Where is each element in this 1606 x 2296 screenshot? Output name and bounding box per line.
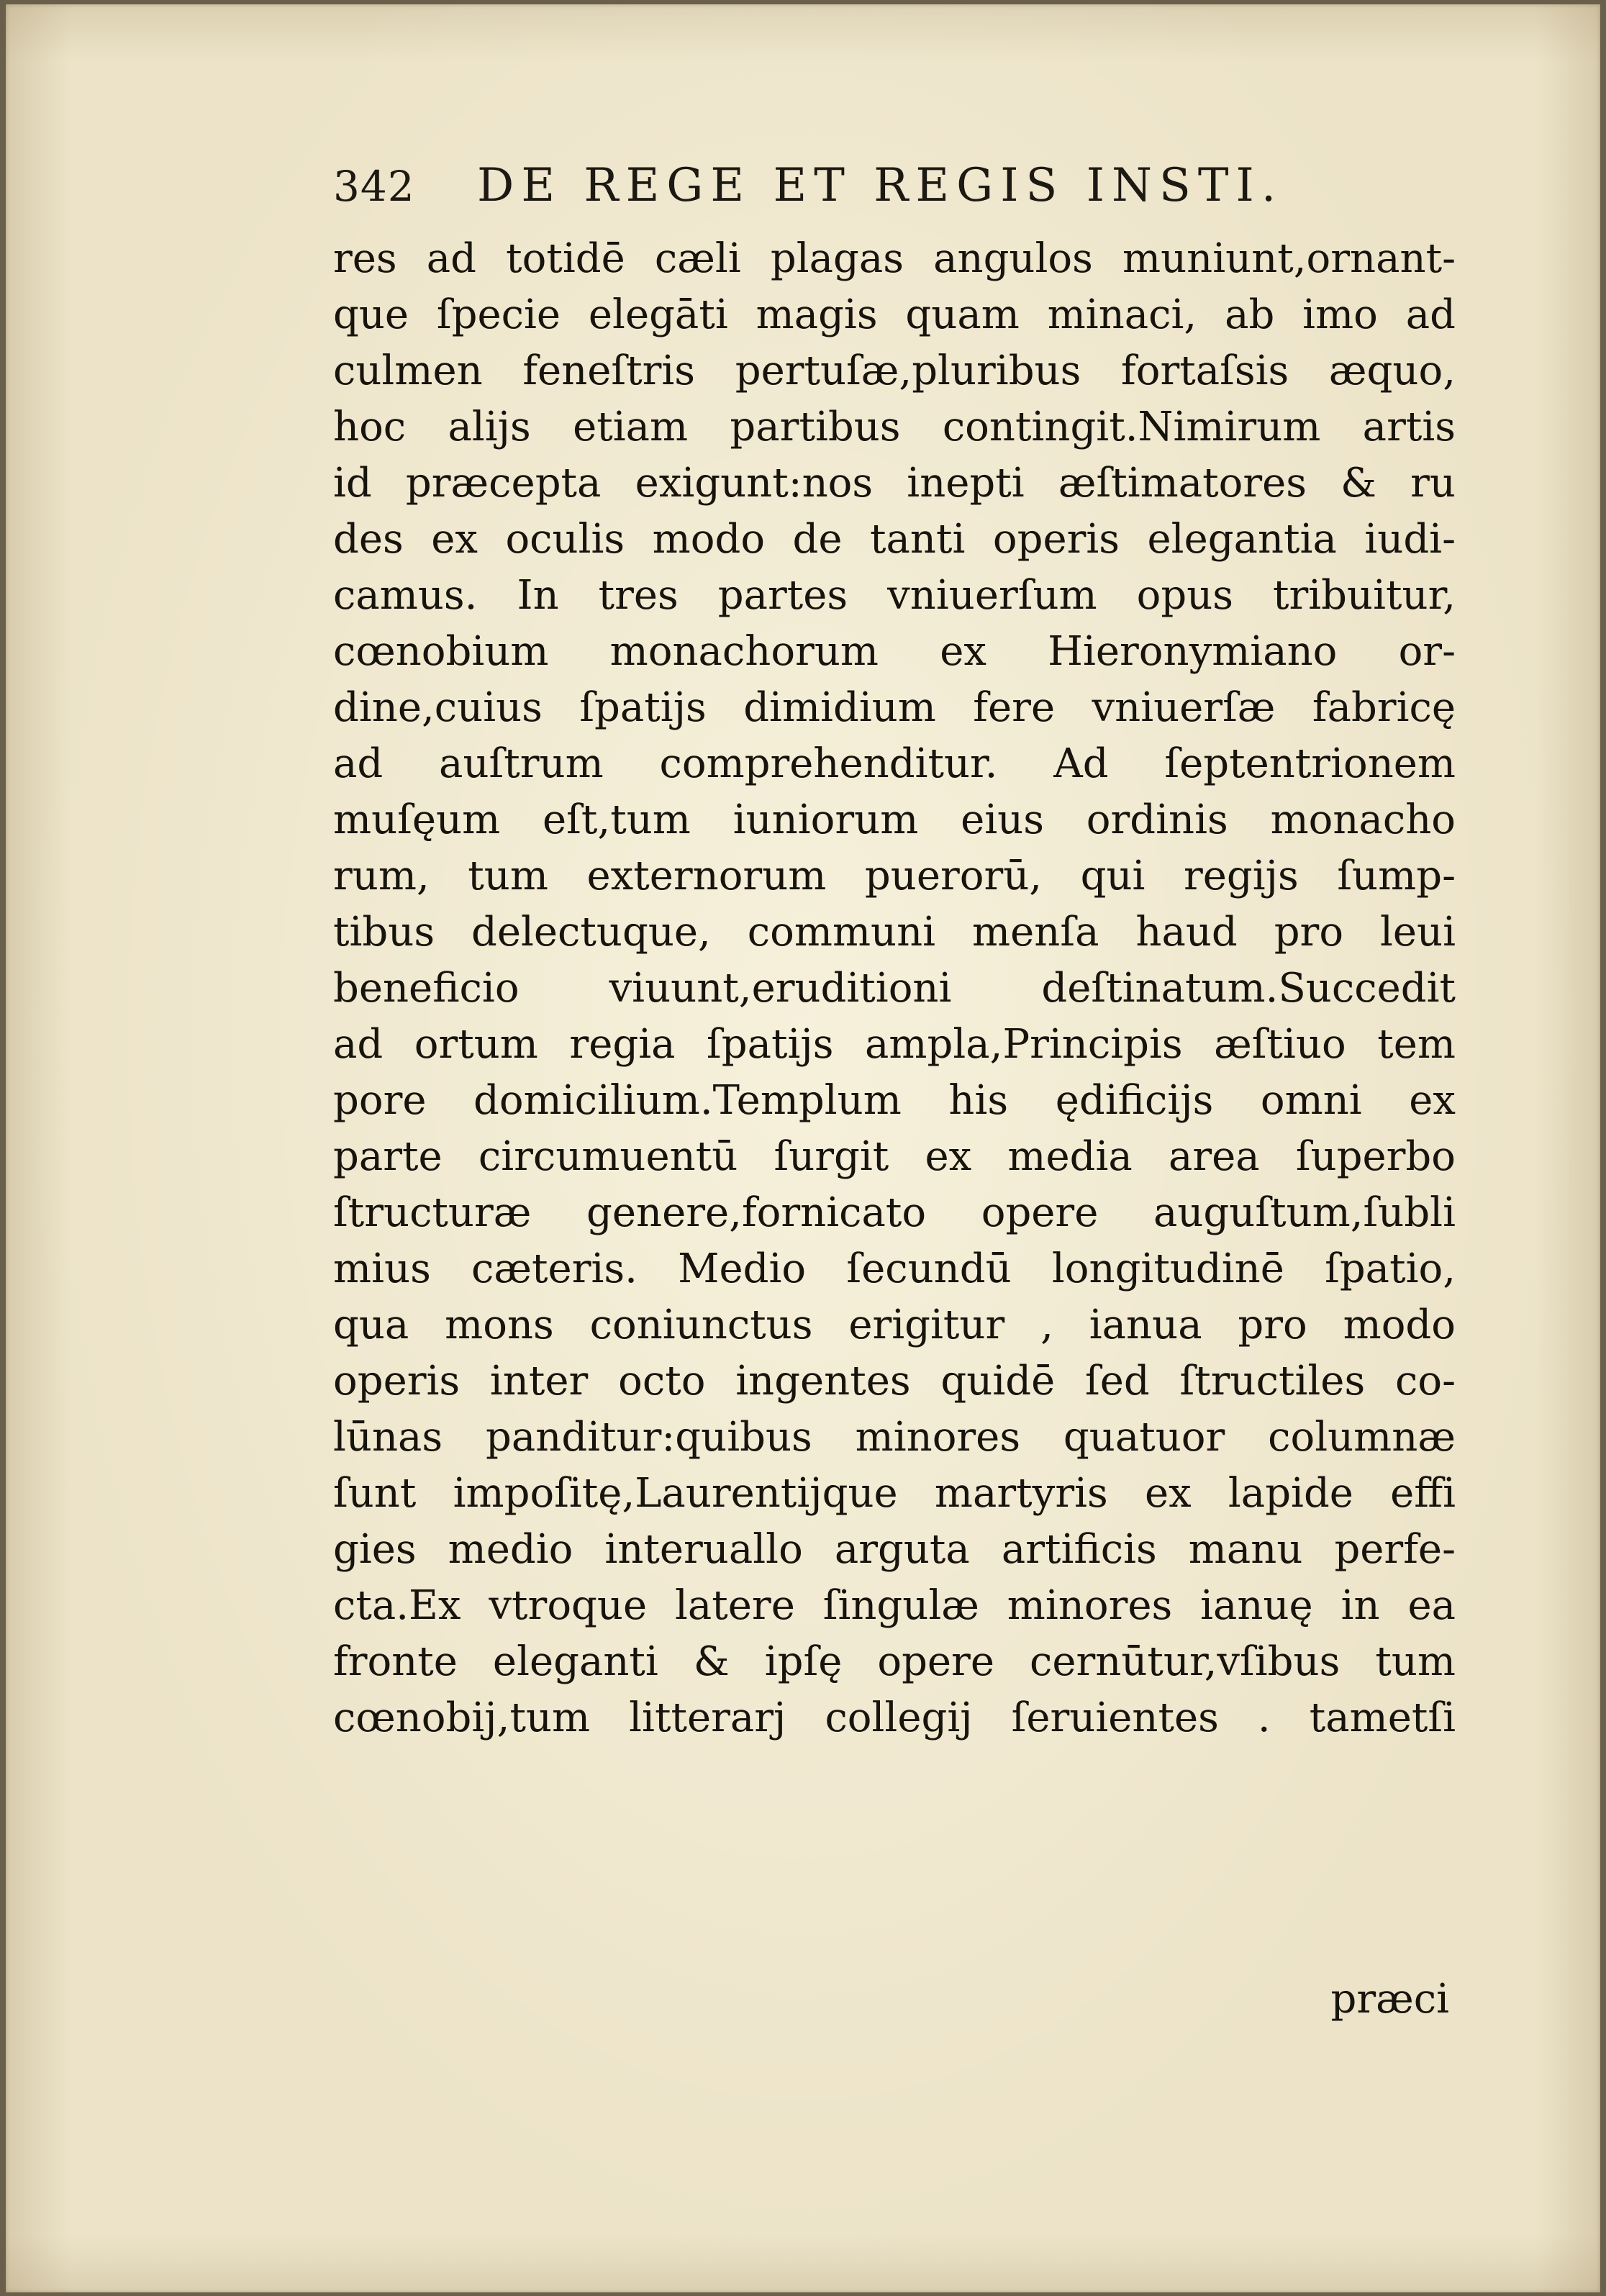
text-line: que ſpecie elegāti magis quam minaci, ab imo ad [333, 291, 1456, 338]
text-line: camus. In tres partes vniuerſum opus tribuitur, [333, 572, 1456, 619]
text-line: qua mons coniunctus erigitur , ianua pro modo [333, 1302, 1456, 1348]
text-line: pore domicilium.Templum his ędificijs omni ex [333, 1077, 1456, 1124]
text-line: cœnobium monachorum ex Hieronymiano or- [333, 628, 1456, 675]
text-line: muſęum eſt,tum iuniorum eius ordinis monacho [333, 797, 1456, 843]
text-line: operis inter octo ingentes quidē ſed ſtructiles co- [333, 1358, 1456, 1405]
catchword: præci [1330, 1976, 1449, 2023]
text-line: id præcepta exigunt:nos inepti æſtimatores & ru [333, 460, 1456, 507]
text-line: cta.Ex vtroque latere ſingulæ minores ianuę in ea [333, 1582, 1456, 1629]
text-line: culmen feneſtris pertuſæ,pluribus fortaſsis æquo, [333, 348, 1456, 394]
text-line: gies medio interuallo arguta artificis manu perfe- [333, 1526, 1456, 1573]
text-line: beneficio viuunt,eruditioni deſtinatum.Succedit [333, 965, 1456, 1012]
body-text [333, 231, 1456, 1746]
text-line: ad ortum regia ſpatijs ampla,Principis æſtiuo tem [333, 1021, 1456, 1068]
running-head [333, 159, 1456, 224]
text-line: rum, tum externorum puerorū, qui regijs ſump- [333, 853, 1456, 899]
text-line: fronte eleganti & ipſę opere cernūtur,vſibus tum [333, 1638, 1456, 1685]
text-line: hoc alijs etiam partibus contingit.Nimirum artis [333, 404, 1456, 450]
page-number: 342 [333, 162, 415, 211]
text-line: dine,cuius ſpatijs dimidium fere vniuerſæ fabricę [333, 684, 1456, 731]
text-line: mius cæteris. Medio ſecundū longitudinē ſpatio, [333, 1245, 1456, 1292]
text-line: des ex oculis modo de tanti operis elegantia iudi- [333, 516, 1456, 563]
text-line: lūnas panditur:quibus minores quatuor columnæ [333, 1414, 1456, 1461]
text-line: res ad totidē cæli plagas angulos muniunt,ornant- [333, 235, 1456, 282]
text-line: ſtructuræ genere,fornicato opere auguſtum,ſubli [333, 1189, 1456, 1236]
text-line: parte circumuentū ſurgit ex media area ſuperbo [333, 1133, 1456, 1180]
running-title: DE REGE ET REGIS INSTI. [477, 159, 1284, 212]
book-page [6, 4, 1600, 2292]
text-line: ſunt impoſitę,Laurentijque martyris ex lapide effi [333, 1470, 1456, 1517]
text-line: cœnobij,tum litterarj collegij ſeruientes . tametſi [333, 1694, 1456, 1741]
text-line: ad auſtrum comprehenditur. Ad ſeptentrionem [333, 740, 1456, 787]
text-line: tibus delectuque, communi menſa haud pro leui [333, 909, 1456, 956]
